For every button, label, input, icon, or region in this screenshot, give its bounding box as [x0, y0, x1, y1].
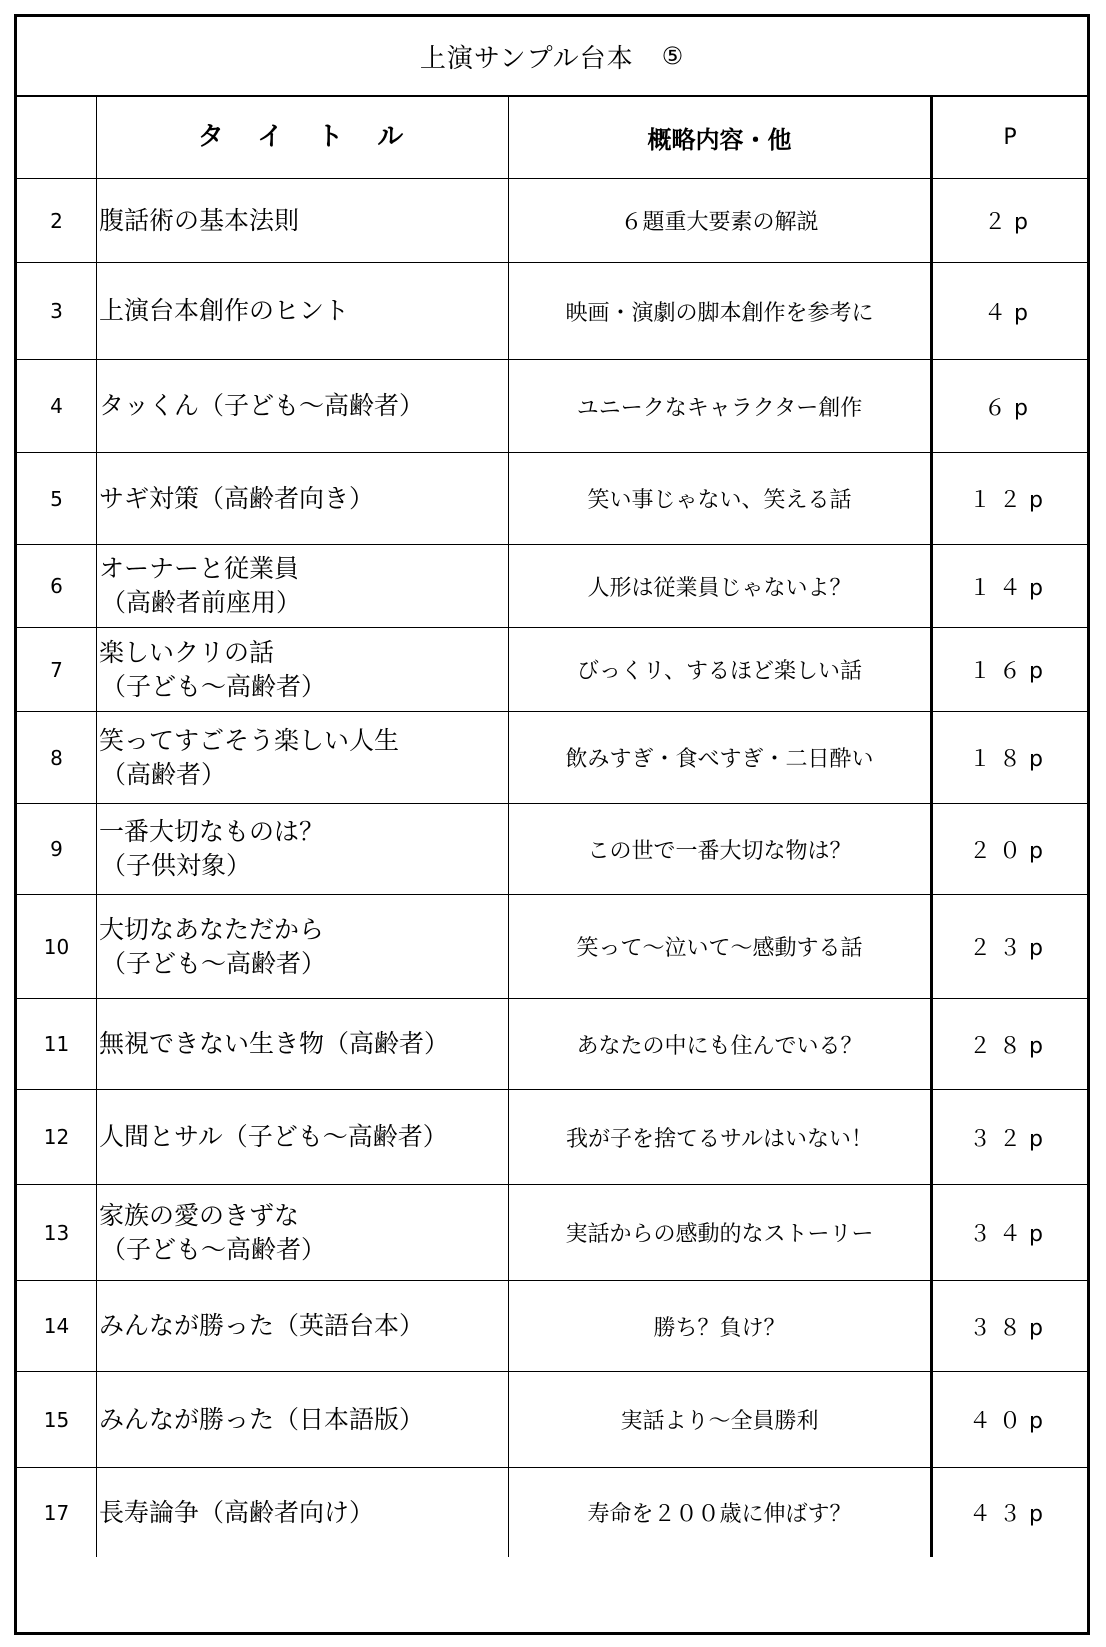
table-row	[17, 895, 1087, 999]
table-row	[17, 999, 1087, 1090]
row-page: １８p	[969, 747, 1051, 772]
row-page: ３２p	[969, 1126, 1051, 1152]
row-number: 8	[17, 712, 97, 803]
row-title	[97, 628, 509, 711]
row-title	[97, 1468, 509, 1557]
row-title	[97, 1372, 509, 1467]
row-page: ３８p	[969, 1315, 1051, 1341]
row-title-line: 一番大切なものは？	[99, 817, 325, 847]
table-row	[17, 1185, 1087, 1281]
row-summary: 人形は従業員じゃないよ？	[509, 545, 933, 627]
row-title-line: みんなが勝った（日本語版）	[99, 1404, 425, 1434]
row-title-lines	[99, 1120, 448, 1154]
table-of-contents	[14, 14, 1090, 1635]
row-title-line: オーナーと従業員	[99, 554, 300, 584]
row-page: ２８p	[969, 1033, 1051, 1059]
row-summary: 笑い事じゃない、笑える話	[509, 453, 933, 544]
row-title-lines	[99, 913, 326, 981]
row-number: 10	[17, 895, 97, 998]
row-summary: 勝ち？負け？	[509, 1281, 933, 1371]
table-row	[17, 360, 1087, 453]
row-title-line: （子ども～高齢者）	[101, 1234, 327, 1264]
row-page: １６p	[969, 659, 1051, 684]
row-title-line: サギ対策（高齢者向き）	[99, 483, 375, 513]
row-summary: 飲みすぎ・食べすぎ・二日酔い	[509, 712, 933, 803]
row-title	[97, 545, 509, 627]
row-title-lines	[99, 389, 424, 423]
row-title-line: （子供対象）	[101, 851, 252, 880]
document-title: 上演サンプル台本	[419, 43, 634, 74]
row-page: ６p	[984, 395, 1036, 421]
row-page: ３４p	[969, 1222, 1051, 1247]
row-title-lines	[99, 636, 326, 704]
row-page: ２p	[984, 210, 1036, 235]
row-title-line: 大切なあなただから	[99, 914, 325, 944]
table-row	[17, 263, 1087, 360]
row-summary: 実話からの感動的なストーリー	[509, 1185, 933, 1280]
header-row	[17, 97, 1087, 179]
row-title	[97, 360, 509, 452]
header-title-cell: タイトル	[97, 97, 509, 178]
row-number: 15	[17, 1372, 97, 1467]
table-row	[17, 179, 1087, 263]
document-title-row	[17, 17, 1087, 97]
table-row	[17, 1468, 1087, 1557]
row-title-lines	[99, 1309, 424, 1343]
row-summary: びっくリ、するほど楽しい話	[509, 628, 933, 711]
row-number: 17	[17, 1468, 97, 1557]
row-summary: 実話より～全員勝利	[509, 1372, 933, 1467]
row-number: 2	[17, 179, 97, 262]
row-number: 12	[17, 1090, 97, 1184]
row-title	[97, 1281, 509, 1371]
row-page: ２０p	[969, 838, 1051, 864]
row-number: 6	[17, 545, 97, 627]
row-title-line: タッくん（子ども～高齢者）	[99, 391, 425, 421]
row-number: 11	[17, 999, 97, 1089]
row-title-line: 楽しいクリの話	[99, 637, 275, 667]
row-title-lines	[99, 1496, 374, 1530]
row-title-line: 腹話術の基本法則	[99, 205, 300, 235]
table-row	[17, 1281, 1087, 1372]
table-row	[17, 545, 1087, 628]
row-title	[97, 804, 509, 894]
row-number: 13	[17, 1185, 97, 1280]
row-page: １４p	[969, 575, 1051, 601]
row-number: 7	[17, 628, 97, 711]
row-title-lines	[99, 1027, 449, 1061]
row-summary: ユニークなキャラクター創作	[509, 360, 933, 452]
row-summary: 笑って～泣いて～感動する話	[509, 895, 933, 998]
row-title-lines	[99, 1403, 424, 1437]
row-number: 5	[17, 453, 97, 544]
row-title	[97, 999, 509, 1089]
row-title	[97, 895, 509, 998]
row-title-line: （子ども～高齢者）	[101, 671, 327, 701]
row-title	[97, 1090, 509, 1184]
volume-number: ⑤	[661, 42, 685, 70]
row-title	[97, 179, 509, 262]
row-page: ４３p	[969, 1502, 1051, 1527]
row-page: ２３p	[969, 936, 1051, 961]
row-title-line: みんなが勝った（英語台本）	[99, 1311, 425, 1341]
row-summary: この世で一番大切な物は？	[509, 804, 933, 894]
row-title-lines	[99, 724, 399, 792]
header-page-cell: P	[1003, 125, 1017, 150]
row-summary: あなたの中にも住んでいる？	[509, 999, 933, 1089]
row-summary: 映画・演劇の脚本創作を参考に	[509, 263, 933, 359]
row-title-lines	[99, 1199, 326, 1267]
row-summary: 寿命を２００歳に伸ばす？	[509, 1468, 933, 1557]
row-title	[97, 1185, 509, 1280]
row-title-lines	[99, 294, 349, 328]
row-title-line: 無視できない生き物（高齢者）	[99, 1029, 450, 1059]
row-page: ４０p	[969, 1409, 1051, 1434]
row-title-line: （高齢者前座用）	[101, 588, 302, 617]
table-row	[17, 453, 1087, 545]
row-title-line: 人間とサル（子ども～高齢者）	[99, 1122, 448, 1152]
table-row	[17, 628, 1087, 712]
table-row	[17, 804, 1087, 895]
row-page: １２p	[969, 488, 1051, 513]
row-title-line: （高齢者）	[101, 759, 227, 789]
row-title-line: 長寿論争（高齢者向け）	[99, 1497, 375, 1527]
row-title-line: 上演台本創作のヒント	[99, 296, 350, 326]
row-page: ４p	[984, 300, 1036, 326]
row-number: 3	[17, 263, 97, 359]
table-row	[17, 712, 1087, 804]
table-body	[17, 179, 1087, 1557]
row-title-line: （子ども～高齢者）	[101, 948, 327, 978]
row-title-lines	[99, 204, 299, 238]
header-no-cell	[17, 97, 97, 178]
table-row	[17, 1372, 1087, 1468]
row-title-lines	[99, 552, 301, 620]
header-summary-cell: 概略内容・他	[509, 97, 933, 178]
row-number: 4	[17, 360, 97, 452]
row-title	[97, 453, 509, 544]
row-summary: 我が子を捨てるサルはいない！	[509, 1090, 933, 1184]
row-number: 14	[17, 1281, 97, 1371]
row-title-lines	[99, 482, 374, 516]
row-title-line: 家族の愛のきずな	[99, 1200, 300, 1230]
row-summary: ６題重大要素の解説	[509, 179, 933, 262]
row-title	[97, 712, 509, 803]
table-row	[17, 1090, 1087, 1185]
row-number: 9	[17, 804, 97, 894]
row-title-lines	[99, 815, 324, 883]
row-title-line: 笑ってすごそう楽しい人生	[99, 725, 400, 755]
row-title	[97, 263, 509, 359]
